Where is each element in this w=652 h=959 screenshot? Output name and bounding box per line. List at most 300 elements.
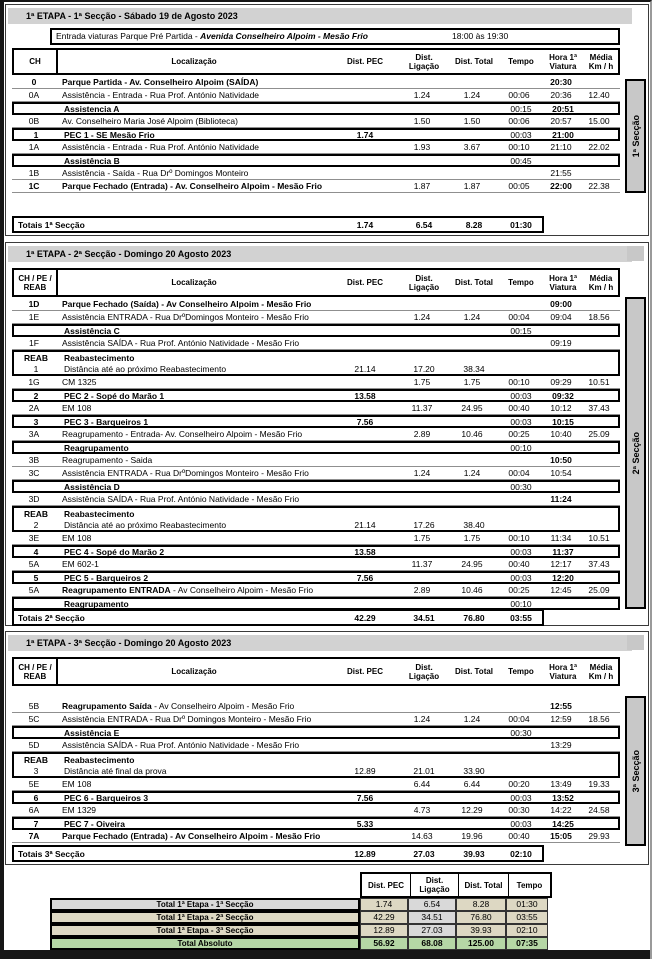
rows-section-1 (12, 76, 620, 193)
cell-dist-ligacao: 6.44 (413, 779, 431, 789)
cell-dist-total: 10.46 (461, 429, 483, 439)
cell-dist-pec: 1.74 (356, 129, 374, 140)
cell-tempo: 00:03 (510, 390, 532, 401)
cell-localizacao: EM 1329 (62, 805, 97, 815)
table-header-section-3 (12, 657, 620, 686)
cell-localizacao: Reagrupamento ENTRADA - Av Conselheiro Alpoim - Mesão Frio (62, 585, 314, 595)
table-row (12, 376, 620, 389)
cell-localizacao: Assistência ENTRADA - Rua DrºDomingos Monteiro - Mesão Frio (62, 312, 309, 322)
table-row (12, 441, 620, 454)
cell-dist-ligacao: 4.73 (413, 805, 431, 815)
cell-hora-1a-viatura: 11:34 (550, 533, 572, 543)
cell-tempo: 00:30 (510, 727, 532, 738)
cell-localizacao: Assistência ENTRADA - Rua DrºDomingos Monteiro - Mesão Frio (62, 468, 309, 478)
cell-dist-total: 1.75 (463, 533, 481, 543)
summary-row-label: Total 1ª Etapa - 3ª Secção (50, 924, 360, 937)
cell-localizacao: Parque Fechado (Entrada) - Av Conselheiro Alpoim - Mesão Frio (62, 831, 321, 841)
cell-dist-ligacao: 11.37 (411, 403, 433, 413)
cell-dist-pec: 7.56 (356, 416, 374, 427)
cell-hora-1a-viatura: 09:00 (550, 299, 572, 309)
cell-localizacao: CM 1325 (62, 377, 97, 387)
cell-tempo: 00:10 (508, 533, 530, 543)
column-header-media-kmh: Média Km / h (588, 662, 614, 681)
cell-hora-1a-viatura: 20:30 (550, 77, 572, 87)
cell-dist-ligacao: 1.87 (413, 181, 431, 191)
cell-ch: 4 (33, 546, 39, 557)
cell-tempo: 00:03 (510, 416, 532, 427)
section-1-title: 1ª ETAPA - 1ª Secção - Sábado 19 de Agosto 2023 (8, 8, 632, 24)
cell-tempo: 00:10 (508, 377, 530, 387)
cell-ch: 1F (29, 338, 39, 348)
page-bottom-edge (4, 950, 650, 959)
cell-ch: 3E (28, 533, 40, 543)
table-row (12, 350, 620, 363)
cell-dist-total: 10.46 (461, 585, 483, 595)
cell-dist-ligacao: 2.89 (413, 429, 431, 439)
cell-localizacao: EM 108 (62, 403, 92, 413)
table-row (12, 752, 620, 765)
table-row (12, 493, 620, 506)
cell-dist-pec: 7.56 (356, 572, 374, 583)
totals-label: Totais 1ª Secção (18, 219, 85, 230)
cell-tempo: 00:25 (508, 585, 530, 595)
cell-media-kmh: 12.40 (588, 90, 610, 100)
cell-localizacao: Assistência ENTRADA - Rua Drº Domingos Monteiro - Mesão Frio (62, 714, 312, 724)
column-header-hora-1a-viatura: Hora 1ª Viatura (549, 52, 577, 71)
cell-localizacao: Assistência - Entrada - Rua Prof. António Natividade (62, 142, 260, 152)
cell-tempo: 00:04 (508, 312, 530, 322)
cell-tempo: 00:03 (510, 546, 532, 557)
table-row (12, 778, 620, 791)
cell-media-kmh: 29.93 (588, 831, 610, 841)
cell-localizacao: Assistência B (64, 155, 120, 166)
cell-localizacao: Reagrupamento - Entrada- Av. Conselheiro Alpoim - Mesão Frio (62, 429, 303, 439)
cell-hora-1a-viatura: 14:22 (550, 805, 572, 815)
cell-media-kmh: 19.33 (588, 779, 610, 789)
table-row (12, 311, 620, 324)
totals-dist-pec: 1.74 (356, 219, 374, 230)
cell-tempo: 00:25 (508, 429, 530, 439)
summary-tempo: 02:10 (506, 924, 548, 937)
cell-hora-1a-viatura: 21:10 (550, 142, 572, 152)
cell-ch: 1G (28, 377, 40, 387)
summary-dist-ligacao: 27.03 (408, 924, 456, 937)
cell-dist-total: 1.24 (463, 90, 481, 100)
cell-localizacao: Reabastecimento (64, 754, 135, 765)
cell-localizacao: Distância até final da prova (64, 765, 167, 776)
table-row (12, 506, 620, 519)
cell-media-kmh: 15.00 (588, 116, 610, 126)
cell-dist-ligacao: 21.01 (413, 765, 435, 776)
cell-dist-total: 12.29 (461, 805, 483, 815)
summary-row-label: Total Absoluto (50, 937, 360, 950)
summary-dist-pec: 56.92 (360, 937, 408, 950)
cell-tempo: 00:40 (508, 559, 530, 569)
cell-hora-1a-viatura: 22:00 (550, 181, 572, 191)
summary-dist-total: 8.28 (456, 898, 506, 911)
cell-ch: 7 (33, 818, 39, 829)
cell-dist-ligacao: 1.24 (413, 468, 431, 478)
cell-localizacao: Assistência E (64, 727, 120, 738)
cell-dist-ligacao: 17.20 (413, 363, 435, 374)
cell-tempo: 00:03 (510, 792, 532, 803)
table-row (12, 128, 620, 141)
cell-localizacao: Assistência D (64, 481, 120, 492)
cell-ch: 1D (28, 299, 40, 309)
pre-start-entry-box (50, 28, 620, 45)
cell-localizacao: Av. Conselheiro Maria José Alpoim (Biblioteca) (62, 116, 238, 126)
cell-hora-1a-viatura: 20:57 (550, 116, 572, 126)
cell-localizacao: Reagrupamento Saída - Av Conselheiro Alpoim - Mesão Frio (62, 701, 295, 711)
cell-tempo: 00:05 (508, 181, 530, 191)
cell-ch: 3C (28, 468, 40, 478)
cell-hora-1a-viatura: 12:55 (550, 701, 572, 711)
cell-ch: 1 (33, 129, 39, 140)
cell-localizacao: Distância até ao próximo Reabastecimento (64, 519, 227, 530)
cell-localizacao: Parque Fechado (Saída) - Av Conselheiro Alpoim - Mesão Frio (62, 299, 312, 309)
corner-marker (627, 635, 644, 650)
cell-localizacao: EM 602-1 (62, 559, 99, 569)
summary-row-label: Total 1ª Etapa - 2ª Secção (50, 911, 360, 924)
cell-ch: REAB (23, 508, 49, 519)
column-header-media-kmh: Média Km / h (588, 52, 614, 71)
table-row (12, 337, 620, 350)
summary-dist-ligacao: 68.08 (408, 937, 456, 950)
table-header-section-1 (12, 48, 620, 75)
cell-dist-pec: 21.14 (354, 519, 376, 530)
cell-hora-1a-viatura: 10:15 (552, 416, 574, 427)
cell-ch: 1E (28, 312, 40, 322)
cell-tempo: 00:10 (510, 442, 532, 453)
cell-media-kmh: 18.56 (588, 714, 610, 724)
cell-hora-1a-viatura: 13:49 (550, 779, 572, 789)
cell-hora-1a-viatura: 09:04 (550, 312, 572, 322)
cell-localizacao: PEC 6 - Barqueiros 3 (64, 792, 149, 803)
cell-dist-total: 1.24 (463, 468, 481, 478)
cell-tempo: 00:15 (510, 103, 532, 114)
table-row (12, 545, 620, 558)
cell-hora-1a-viatura: 21:55 (550, 168, 572, 178)
column-header-dist-total: Dist. Total (454, 278, 494, 287)
column-header-dist-ligacao: Dist. Ligação (408, 273, 440, 292)
cell-tempo: 00:03 (510, 572, 532, 583)
table-row (12, 298, 620, 311)
cell-hora-1a-viatura: 20:36 (550, 90, 572, 100)
totals-tempo: 01:30 (510, 219, 532, 230)
cell-tempo: 00:40 (508, 403, 530, 413)
totals-row-section-3 (12, 845, 544, 862)
cell-tempo: 00:45 (510, 155, 532, 166)
cell-dist-total: 1.87 (463, 181, 481, 191)
column-header-dist-ligacao: Dist. Ligação (408, 662, 440, 681)
table-row (12, 389, 620, 402)
cell-hora-1a-viatura: 09:19 (550, 338, 572, 348)
cell-dist-ligacao: 2.89 (413, 585, 431, 595)
table-row (12, 324, 620, 337)
table-row (12, 402, 620, 415)
table-row (12, 817, 620, 830)
totals-tempo: 03:55 (510, 612, 532, 623)
cell-ch: 5A (28, 559, 40, 569)
cell-dist-ligacao: 17.26 (413, 519, 435, 530)
column-header-ch-pe-reab: CH / PE / REAB (14, 659, 58, 684)
cell-dist-total: 19.96 (461, 831, 483, 841)
cell-localizacao: Assistência SAÍDA - Rua Prof. António Natividade - Mesão Frio (62, 494, 300, 504)
cell-localizacao: Assistência C (64, 325, 120, 336)
cell-ch: 1B (28, 168, 40, 178)
cell-ch: 3B (28, 455, 40, 465)
cell-hora-1a-viatura: 09:29 (550, 377, 572, 387)
cell-hora-1a-viatura: 12:59 (550, 714, 572, 724)
cell-media-kmh: 24.58 (588, 805, 610, 815)
cell-media-kmh: 22.02 (588, 142, 610, 152)
cell-ch: 1C (28, 181, 40, 191)
table-row (12, 791, 620, 804)
cell-ch: 3A (28, 429, 40, 439)
table-row (12, 765, 620, 778)
cell-ch: 2A (28, 403, 40, 413)
cell-ch: 3D (28, 494, 40, 504)
summary-dist-ligacao: 34.51 (408, 911, 456, 924)
cell-dist-total: 38.34 (463, 363, 485, 374)
cell-ch: 5D (28, 740, 40, 750)
column-header-tempo: Tempo (508, 278, 534, 287)
cell-media-kmh: 25.09 (588, 585, 610, 595)
cell-localizacao: PEC 3 - Barqueiros 1 (64, 416, 149, 427)
cell-tempo: 00:30 (510, 481, 532, 492)
table-row (12, 167, 620, 180)
cell-dist-total: 1.24 (463, 312, 481, 322)
rows-section-3 (12, 700, 620, 843)
table-row (12, 141, 620, 154)
totals-dist-ligacao: 6.54 (415, 219, 433, 230)
table-row (12, 571, 620, 584)
cell-hora-1a-viatura: 10:54 (550, 468, 572, 478)
cell-localizacao: Reagrupamento (64, 598, 129, 609)
table-row (12, 454, 620, 467)
cell-tempo: 00:10 (510, 598, 532, 609)
cell-dist-total: 6.44 (463, 779, 481, 789)
table-row (12, 584, 620, 597)
summary-dist-total: 39.93 (456, 924, 506, 937)
table-row (12, 739, 620, 752)
column-header-dist-pec: Dist. PEC (346, 57, 383, 66)
cell-ch: REAB (23, 754, 49, 765)
cell-tempo: 00:04 (508, 468, 530, 478)
cell-ch: REAB (23, 352, 49, 363)
table-row (12, 76, 620, 89)
cell-ch: 1 (33, 363, 39, 374)
summary-row (50, 937, 552, 950)
cell-localizacao: PEC 5 - Barqueiros 2 (64, 572, 149, 583)
cell-dist-pec: 5.33 (356, 818, 374, 829)
cell-dist-pec: 12.89 (354, 765, 376, 776)
cell-dist-total: 3.67 (463, 142, 481, 152)
cell-localizacao: PEC 4 - Sopé do Marão 2 (64, 546, 165, 557)
cell-media-kmh: 37.43 (588, 403, 610, 413)
cell-ch: 7A (28, 831, 40, 841)
cell-dist-ligacao: 1.24 (413, 312, 431, 322)
totals-tempo: 02:10 (510, 848, 532, 859)
entry-label: Entrada viaturas Parque Pré Partida - (56, 31, 201, 41)
cell-hora-1a-viatura: 10:40 (550, 429, 572, 439)
cell-media-kmh: 37.43 (588, 559, 610, 569)
section-1-etapa-1-seccao (5, 4, 649, 236)
cell-ch: 5C (28, 714, 40, 724)
totals-dist-total: 8.28 (465, 219, 483, 230)
section-3-title: 1ª ETAPA - 3ª Secção - Domingo 20 Agosto 2023 (8, 635, 632, 651)
table-row (12, 154, 620, 167)
summary-dist-pec: 1.74 (360, 898, 408, 911)
cell-localizacao: PEC 2 - Sopé do Marão 1 (64, 390, 165, 401)
summary-totals-table (50, 872, 552, 950)
cell-tempo: 00:06 (508, 90, 530, 100)
column-header-dist-ligacao: Dist. Ligação (408, 52, 440, 71)
cell-dist-ligacao: 1.75 (413, 377, 431, 387)
summary-header (360, 872, 552, 898)
column-header-localizacao: Localização (171, 667, 217, 676)
cell-localizacao: Reabastecimento (64, 508, 135, 519)
table-row (12, 804, 620, 817)
section-2-etapa-1-seccao-2 (5, 242, 649, 626)
cell-dist-total: 1.75 (463, 377, 481, 387)
cell-media-kmh: 10.51 (588, 377, 610, 387)
cell-dist-ligacao: 1.93 (413, 142, 431, 152)
cell-tempo: 00:40 (508, 831, 530, 841)
cell-localizacao: Parque Fechado (Entrada) - Av. Conselheiro Alpoim - Mesão Frio (62, 181, 323, 191)
rows-section-2 (12, 298, 620, 610)
section-1-side-tab: 1ª Secção (625, 79, 646, 193)
cell-hora-1a-viatura: 21:00 (552, 129, 574, 140)
cell-hora-1a-viatura: 15:05 (550, 831, 572, 841)
cell-hora-1a-viatura: 09:32 (552, 390, 574, 401)
cell-tempo: 00:30 (508, 805, 530, 815)
cell-tempo: 00:04 (508, 714, 530, 724)
cell-media-kmh: 25.09 (588, 429, 610, 439)
column-header-hora-1a-viatura: Hora 1ª Viatura (549, 662, 577, 681)
totals-dist-total: 39.93 (463, 848, 485, 859)
table-row (12, 180, 620, 193)
section-3-side-tab: 3ª Secção (625, 696, 646, 846)
summary-row (50, 924, 552, 937)
corner-marker (627, 246, 644, 261)
cell-ch: 6 (33, 792, 39, 803)
cell-localizacao: Assistência SAÍDA - Rua Prof. António Natividade - Mesão Frio (62, 740, 300, 750)
cell-tempo: 00:03 (510, 818, 532, 829)
column-header-localizacao: Localização (171, 57, 217, 66)
summary-tempo: 07:35 (506, 937, 548, 950)
cell-ch: 5B (28, 701, 40, 711)
totals-dist-pec: 42.29 (354, 612, 376, 623)
cell-localizacao: EM 108 (62, 779, 92, 789)
table-row (12, 415, 620, 428)
cell-dist-total: 38.40 (463, 519, 485, 530)
entry-route: Avenida Conselheiro Alpoim - Mesão Frio (200, 31, 368, 41)
cell-ch: 3 (33, 765, 39, 776)
table-row (12, 467, 620, 480)
table-row (12, 480, 620, 493)
entry-time-range: 18:00 às 19:30 (452, 31, 509, 41)
section-2-title: 1ª ETAPA - 2ª Secção - Domingo 20 Agosto 2023 (8, 246, 632, 262)
cell-hora-1a-viatura: 12:20 (552, 572, 574, 583)
summary-dist-total: 76.80 (456, 911, 506, 924)
table-row (12, 102, 620, 115)
cell-ch: 5E (28, 779, 40, 789)
cell-tempo: 00:20 (508, 779, 530, 789)
table-row (12, 428, 620, 441)
cell-ch: 2 (33, 519, 39, 530)
table-row (12, 115, 620, 128)
table-row (12, 700, 620, 713)
summary-dist-ligacao: 6.54 (408, 898, 456, 911)
summary-rows (50, 898, 552, 950)
column-header-dist-pec: Dist. PEC (346, 278, 383, 287)
cell-dist-ligacao: 1.75 (413, 533, 431, 543)
cell-ch: 5 (33, 572, 39, 583)
column-header-tempo: Tempo (508, 57, 534, 66)
table-row (12, 558, 620, 571)
cell-dist-total: 24.95 (461, 403, 483, 413)
table-row (12, 363, 620, 376)
summary-header-dist-pec: Dist. PEC (367, 880, 404, 890)
column-header-tempo: Tempo (508, 667, 534, 676)
table-row (12, 713, 620, 726)
cell-ch: 0A (28, 90, 40, 100)
summary-row (50, 898, 552, 911)
column-header-dist-total: Dist. Total (454, 57, 494, 66)
cell-localizacao: Reagrupamento - Saida (62, 455, 153, 465)
cell-dist-ligacao: 11.37 (411, 559, 433, 569)
totals-dist-pec: 12.89 (354, 848, 376, 859)
totals-dist-ligacao: 34.51 (413, 612, 435, 623)
summary-dist-pec: 42.29 (360, 911, 408, 924)
cell-hora-1a-viatura: 20:51 (552, 103, 574, 114)
cell-dist-total: 24.95 (461, 559, 483, 569)
table-header-section-2 (12, 268, 620, 297)
cell-dist-ligacao: 1.24 (413, 714, 431, 724)
cell-ch: 0 (31, 77, 37, 87)
column-header-hora-1a-viatura: Hora 1ª Viatura (549, 273, 577, 292)
totals-row-section-2 (12, 609, 544, 626)
cell-hora-1a-viatura: 10:12 (550, 403, 572, 413)
cell-localizacao: Assistência - Entrada - Rua Prof. António Natividade (62, 90, 260, 100)
totals-label: Totais 3ª Secção (18, 848, 85, 859)
cell-dist-total: 33.90 (463, 765, 485, 776)
table-row (12, 830, 620, 843)
cell-localizacao: PEC 7 - Oiveira (64, 818, 125, 829)
cell-media-kmh: 22.38 (588, 181, 610, 191)
cell-dist-pec: 13.58 (354, 390, 376, 401)
summary-header-dist-ligacao: Dist. Ligação (410, 874, 458, 896)
table-row (12, 89, 620, 102)
totals-dist-ligacao: 27.03 (413, 848, 435, 859)
totals-dist-total: 76.80 (463, 612, 485, 623)
section-3-etapa-1-seccao-3 (5, 631, 649, 865)
cell-hora-1a-viatura: 11:24 (550, 494, 572, 504)
cell-media-kmh: 10.51 (588, 533, 610, 543)
cell-localizacao: Distância até ao próximo Reabastecimento (64, 363, 227, 374)
cell-tempo: 00:10 (508, 142, 530, 152)
column-header-media-kmh: Média Km / h (588, 273, 614, 292)
table-row (12, 726, 620, 739)
column-header-dist-total: Dist. Total (454, 667, 494, 676)
cell-hora-1a-viatura: 13:52 (552, 792, 574, 803)
table-row (12, 519, 620, 532)
cell-dist-ligacao: 14.63 (411, 831, 433, 841)
cell-hora-1a-viatura: 11:37 (552, 546, 574, 557)
summary-header-tempo: Tempo (508, 874, 550, 896)
cell-dist-total: 1.24 (463, 714, 481, 724)
